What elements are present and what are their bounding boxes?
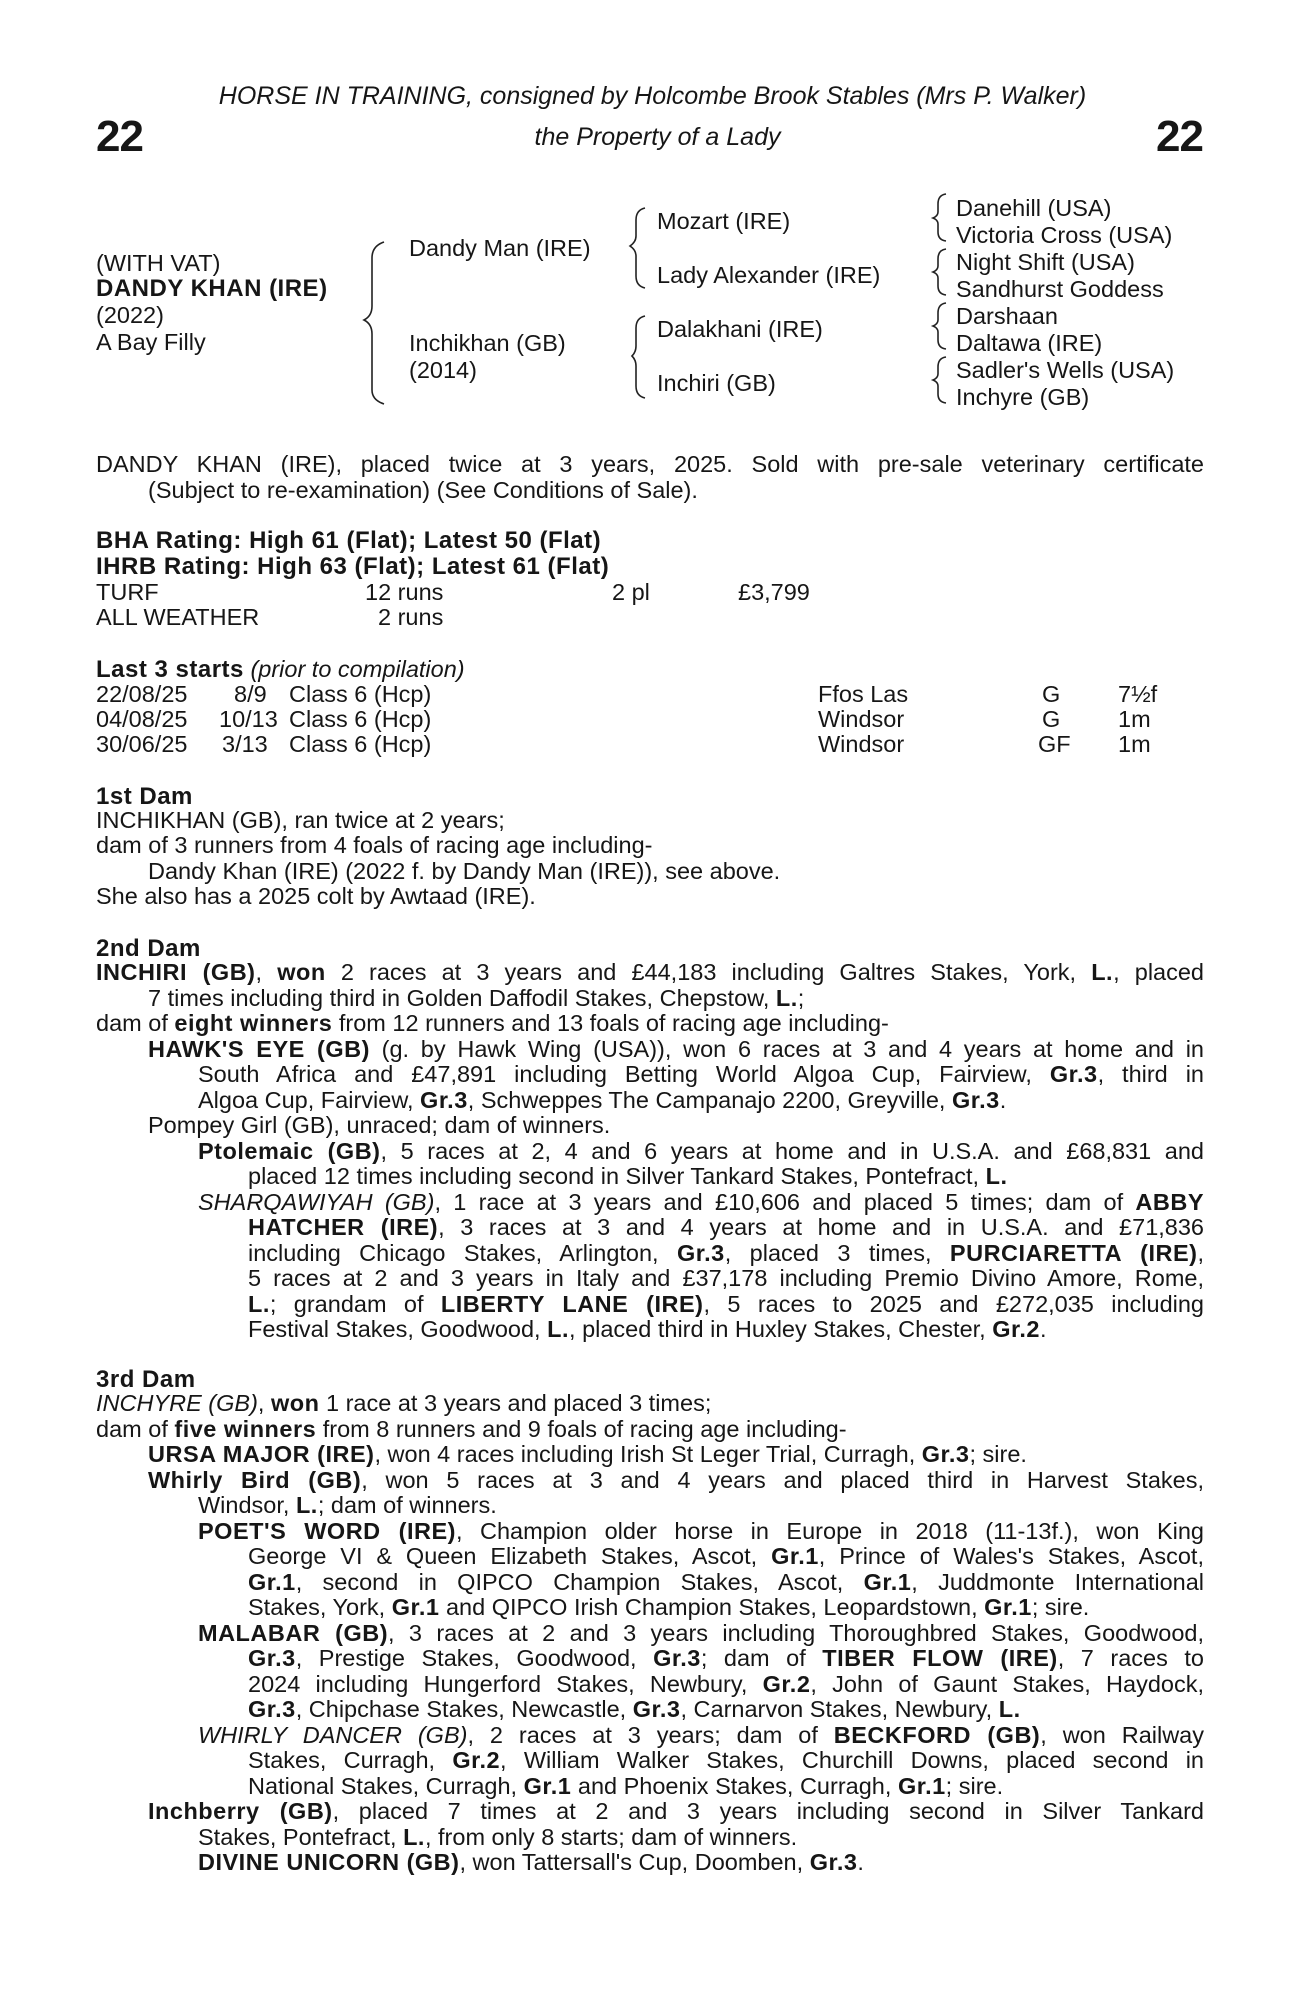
summary-line-2: (Subject to re-examination) (See Conditions of Sale).	[148, 476, 698, 503]
sd-line	[96, 1266, 1204, 1292]
td-line	[96, 1417, 1204, 1443]
start-class: Class 6 (Hcp)	[289, 731, 432, 757]
td-t: , 3 races at 2 and 3 years including Thoroughbred Stakes, Goodwood,	[388, 1619, 1204, 1646]
td-t: Gr.3	[248, 1645, 296, 1671]
td-line	[96, 1493, 1204, 1519]
sd-line	[96, 1011, 1204, 1037]
td-t: DIVINE UNICORN (GB)	[198, 1849, 460, 1875]
gen3-3: Night Shift (USA)	[956, 249, 1135, 275]
dam-dam: Inchiri (GB)	[657, 370, 776, 396]
start-pos: 10/13	[219, 706, 278, 732]
sd-line	[96, 1317, 1204, 1343]
sd-line	[96, 1088, 1204, 1114]
td-t: and Phoenix Stakes, Curragh,	[571, 1772, 898, 1799]
td-t: WHIRLY DANCER (GB)	[198, 1721, 468, 1748]
dam-brace	[632, 316, 645, 398]
td-t: , Champion older horse in Europe in 2018 (11-13f.), won King	[455, 1517, 1204, 1544]
sd-t: Gr.3	[951, 1086, 1000, 1113]
sd-t: 5 races at 2 and 3 years in Italy and £37,178 including Premio Divino Amore, Rome,	[248, 1265, 1204, 1291]
td-t: .	[857, 1849, 864, 1875]
bha-rating: BHA Rating: High 61 (Flat); Latest 50 (Flat)	[96, 527, 602, 554]
gen3-5: Darshaan	[956, 303, 1058, 329]
td-t: five winners	[174, 1415, 317, 1442]
sd-t: from 12 runners and 13 foals of racing age including-	[332, 1010, 889, 1036]
td-t: won	[270, 1390, 320, 1416]
sd-t: , Schweppes The Campanajo 2200, Greyville,	[467, 1086, 952, 1113]
first-dam-line-2: dam of 3 runners from 4 foals of racing age including-	[96, 832, 653, 858]
third-dam-title: 3rd Dam	[96, 1366, 196, 1393]
start-pos: 8/9	[234, 681, 267, 707]
last-starts-note: (prior to compilation)	[250, 656, 465, 682]
td-line	[96, 1825, 1204, 1851]
sd-t: L.	[547, 1316, 570, 1342]
sd-t: Pompey Girl (GB), unraced; dam of winners.	[148, 1112, 611, 1138]
sd-t: (g. by Hawk Wing (USA)), won 6 races at 3 and 4 years at home and in	[369, 1035, 1204, 1062]
td-line	[96, 1697, 1204, 1723]
sd-t: Gr.2	[992, 1316, 1040, 1342]
first-dam-line-4: She also has a 2025 colt by Awtaad (IRE).	[96, 883, 536, 909]
td-t: , 7 races to	[1057, 1645, 1204, 1671]
td-t: , Juddmonte International	[911, 1568, 1205, 1595]
td-t: Gr.2	[762, 1670, 811, 1697]
sd-t: Ptolemaic (GB)	[198, 1137, 381, 1164]
g-brace-3	[933, 303, 946, 349]
sd-t: HATCHER (IRE)	[248, 1214, 439, 1240]
td-t: , Carnarvon Stakes, Newbury,	[680, 1696, 999, 1722]
sd-line	[96, 960, 1204, 986]
td-t: Gr.3	[653, 1645, 701, 1671]
sd-t: ,	[255, 959, 278, 985]
sd-t: ; grandam of	[269, 1290, 441, 1317]
sd-t: South Africa and £47,891 including Betting World Algoa Cup, Fairview,	[198, 1061, 1050, 1087]
third-dam-text	[96, 1391, 1204, 1876]
dam-name: Inchikhan (GB)	[409, 330, 566, 356]
sd-t: won	[277, 959, 326, 985]
td-t: , Chipchase Stakes, Newcastle,	[295, 1696, 633, 1722]
td-line	[96, 1672, 1204, 1698]
sd-t: SHARQAWIYAH (GB)	[198, 1188, 435, 1215]
sd-t: ABBY	[1135, 1188, 1204, 1215]
td-t: Gr.1	[771, 1543, 819, 1569]
start-course: Windsor	[818, 706, 905, 732]
td-t: dam of	[96, 1415, 175, 1442]
sd-t: Festival Stakes, Goodwood,	[248, 1316, 548, 1342]
sd-t: L.	[775, 984, 798, 1011]
sire-brace	[630, 208, 645, 288]
first-dam-line-1: INCHIKHAN (GB), ran twice at 2 years;	[96, 807, 505, 833]
last-starts-title: Last 3 starts	[96, 656, 244, 683]
td-t: from 8 runners and 9 foals of racing age including-	[316, 1415, 847, 1442]
td-t: ; sire.	[969, 1441, 1027, 1467]
sd-t: L.	[1091, 959, 1114, 985]
sd-t: , placed third in Huxley Stakes, Chester,	[569, 1316, 993, 1342]
sd-line	[96, 1062, 1204, 1088]
td-t: Gr.3	[632, 1696, 681, 1722]
td-t: George VI & Queen Elizabeth Stakes, Ascot,	[248, 1543, 772, 1569]
td-t: POET'S WORD (IRE)	[198, 1517, 456, 1544]
gen3-8: Inchyre (GB)	[956, 384, 1090, 410]
sd-line	[96, 1292, 1204, 1318]
td-t: Gr.1	[984, 1594, 1032, 1620]
td-t: TIBER FLOW (IRE)	[822, 1645, 1058, 1671]
record-runs-turf: 12 runs	[365, 579, 444, 605]
td-t: Gr.3	[921, 1441, 970, 1467]
sd-t: including Chicago Stakes, Arlington,	[248, 1239, 677, 1266]
ihrb-rating: IHRB Rating: High 63 (Flat); Latest 61 (Flat)	[96, 553, 610, 580]
td-t: 2024 including Hungerford Stakes, Newbury,	[248, 1670, 763, 1697]
consignment-line: HORSE IN TRAINING, consigned by Holcombe Brook Stables (Mrs P. Walker)	[218, 82, 1087, 110]
sd-t: L.	[985, 1163, 1008, 1189]
sd-t: Gr.3	[420, 1086, 468, 1113]
g-brace-2	[933, 249, 946, 295]
td-t: , won 4 races including Irish St Leger Trial, Curragh,	[374, 1441, 922, 1467]
td-t: INCHYRE (GB)	[96, 1390, 258, 1416]
td-t: L.	[295, 1492, 318, 1518]
td-t: L.	[998, 1696, 1021, 1722]
sd-line	[96, 1113, 1204, 1139]
main-brace	[364, 242, 384, 404]
gen3-7: Sadler's Wells (USA)	[956, 357, 1175, 383]
sd-line	[96, 1139, 1204, 1165]
vat-note: (WITH VAT)	[96, 250, 221, 276]
sd-t: HAWK'S EYE (GB)	[148, 1035, 370, 1062]
td-t: , second in QIPCO Champion Stakes, Ascot,	[295, 1568, 864, 1595]
sd-line	[96, 1164, 1204, 1190]
td-t: Gr.2	[452, 1747, 501, 1773]
first-dam-title: 1st Dam	[96, 783, 193, 810]
start-date: 22/08/25	[96, 681, 188, 707]
sd-t: ;	[797, 984, 805, 1011]
td-line	[96, 1544, 1204, 1570]
td-t: Windsor,	[198, 1492, 296, 1518]
td-t: URSA MAJOR (IRE)	[148, 1441, 375, 1467]
sd-t: 2 races at 3 years and £44,183 including Galtres Stakes, York,	[325, 959, 1092, 985]
sd-t: .	[1039, 1316, 1047, 1342]
second-dam-title: 2nd Dam	[96, 935, 201, 962]
sd-t: LIBERTY LANE (IRE)	[440, 1290, 704, 1317]
start-going: G	[1042, 706, 1061, 732]
td-t: Gr.1	[863, 1568, 912, 1595]
td-line	[96, 1723, 1204, 1749]
first-dam-line-3: Dandy Khan (IRE) (2022 f. by Dandy Man (IRE)), see above.	[148, 858, 781, 884]
horse-year: (2022)	[96, 302, 164, 328]
sire-sire: Mozart (IRE)	[657, 208, 791, 234]
td-t: MALABAR (GB)	[198, 1619, 389, 1646]
dam-year: (2014)	[409, 357, 477, 383]
sd-t: INCHIRI (GB)	[96, 959, 256, 985]
lot-number-left: 22	[96, 112, 143, 161]
td-t: ; dam of winners.	[317, 1492, 497, 1518]
last-starts-heading	[96, 656, 465, 684]
sd-t: Gr.3	[677, 1239, 725, 1266]
td-line	[96, 1646, 1204, 1672]
record-surface-aw: ALL WEATHER	[96, 604, 260, 630]
sd-t: eight winners	[174, 1010, 333, 1036]
td-t: , William Walker Stakes, Churchill Downs, placed second in	[500, 1747, 1205, 1773]
td-t: Gr.3	[248, 1696, 296, 1722]
td-t: BECKFORD (GB)	[833, 1721, 1041, 1748]
td-t: ; sire.	[945, 1772, 1004, 1799]
td-t: , Prince of Wales's Stakes, Ascot,	[818, 1543, 1204, 1569]
sd-t: 7 times including third in Golden Daffodil Stakes, Chepstow,	[148, 984, 776, 1011]
sire-name: Dandy Man (IRE)	[409, 235, 591, 261]
td-line	[96, 1570, 1204, 1596]
start-pos: 3/13	[222, 731, 268, 757]
sd-t: Gr.3	[1049, 1061, 1098, 1087]
sd-t: ,	[1197, 1239, 1204, 1266]
td-line	[96, 1774, 1204, 1800]
record-surface-turf: TURF	[96, 579, 159, 605]
sd-line	[96, 986, 1204, 1012]
td-t: , from only 8 starts; dam of winners.	[424, 1823, 798, 1850]
horse-description: A Bay Filly	[96, 329, 206, 355]
sd-line	[96, 1037, 1204, 1063]
sd-t: dam of	[96, 1010, 175, 1036]
second-dam-text	[96, 960, 1204, 1343]
td-line	[96, 1799, 1204, 1825]
record-runs-aw: 2 runs	[378, 604, 444, 630]
td-t: Gr.1	[523, 1772, 572, 1799]
start-class: Class 6 (Hcp)	[289, 681, 432, 707]
td-t: , Prestige Stakes, Goodwood,	[295, 1645, 654, 1671]
sd-line	[96, 1241, 1204, 1267]
sd-t: , 5 races to 2025 and £272,035 including	[703, 1290, 1204, 1317]
start-course: Windsor	[818, 731, 905, 757]
sd-t: PURCIARETTA (IRE)	[949, 1239, 1198, 1266]
start-course: Ffos Las	[818, 681, 909, 707]
sd-t: , 5 races at 2, 4 and 6 years at home and in U.S.A. and £68,831 and	[380, 1137, 1204, 1164]
gen3-1: Danehill (USA)	[956, 195, 1112, 221]
sd-t: , 3 races at 3 and 4 years at home and in U.S.A. and £71,836	[438, 1214, 1204, 1240]
td-t: National Stakes, Curragh,	[248, 1772, 524, 1799]
horse-name: DANDY KHAN (IRE)	[96, 275, 328, 302]
sd-t: , placed 3 times,	[724, 1239, 950, 1266]
start-date: 30/06/25	[96, 731, 188, 757]
td-t: 1 race at 3 years and placed 3 times;	[319, 1390, 712, 1416]
lot-number-right: 22	[1156, 112, 1203, 161]
record-placed-turf: 2 pl	[612, 579, 650, 605]
sd-t: L.	[248, 1290, 270, 1317]
sire-dam: Lady Alexander (IRE)	[657, 262, 881, 288]
td-line	[96, 1621, 1204, 1647]
sd-t: , placed	[1113, 959, 1205, 985]
td-line	[96, 1595, 1204, 1621]
summary-line-1: DANDY KHAN (IRE), placed twice at 3 years, 2025. Sold with pre-sale veterinary certificate	[96, 451, 1204, 477]
start-going: GF	[1038, 731, 1071, 757]
td-t: ; sire.	[1031, 1594, 1090, 1620]
td-t: ; dam of	[700, 1645, 823, 1671]
start-dist: 7½f	[1118, 681, 1158, 707]
td-t: Gr.3	[809, 1849, 858, 1875]
td-t: , won 5 races at 3 and 4 years and placed third in Harvest Stakes,	[361, 1466, 1204, 1493]
td-t: Gr.1	[248, 1568, 296, 1595]
td-t: , won Tattersall's Cup, Doomben,	[459, 1849, 810, 1875]
property-line: the Property of a Lady	[534, 123, 781, 151]
summary	[96, 452, 1204, 503]
sd-t: Algoa Cup, Fairview,	[198, 1086, 421, 1113]
start-class: Class 6 (Hcp)	[289, 706, 432, 732]
td-line	[96, 1519, 1204, 1545]
sd-t: placed 12 times including second in Silver Tankard Stakes, Pontefract,	[248, 1163, 986, 1189]
start-date: 04/08/25	[96, 706, 188, 732]
td-line	[96, 1748, 1204, 1774]
td-t: Stakes, Curragh,	[248, 1747, 453, 1773]
td-t: Inchberry (GB)	[148, 1798, 333, 1824]
td-t: L.	[403, 1823, 425, 1850]
sd-t: , 1 race at 3 years and £10,606 and placed 5 times; dam of	[434, 1188, 1136, 1215]
gen3-4: Sandhurst Goddess	[956, 276, 1164, 302]
td-t: ,	[257, 1390, 271, 1416]
td-line	[96, 1468, 1204, 1494]
td-t: , John of Gaunt Stakes, Haydock,	[810, 1670, 1204, 1697]
gen3-2: Victoria Cross (USA)	[956, 222, 1173, 248]
gen3-6: Daltawa (IRE)	[956, 330, 1103, 356]
td-t: Gr.1	[391, 1594, 440, 1620]
record-earnings-turf: £3,799	[738, 579, 810, 605]
td-line	[96, 1442, 1204, 1468]
td-line	[96, 1391, 1204, 1417]
td-t: , placed 7 times at 2 and 3 years including second in Silver Tankard	[332, 1798, 1204, 1824]
g-brace-4	[933, 357, 946, 403]
td-line	[96, 1850, 1204, 1876]
td-t: Stakes, York,	[248, 1594, 392, 1620]
td-t: Stakes, Pontefract,	[198, 1823, 404, 1850]
start-dist: 1m	[1118, 706, 1151, 732]
start-going: G	[1042, 681, 1061, 707]
g-brace-1	[933, 194, 946, 241]
sd-line	[96, 1215, 1204, 1241]
td-t: , won Railway	[1040, 1721, 1204, 1748]
td-t: Gr.1	[897, 1772, 946, 1799]
td-t: , 2 races at 3 years; dam of	[467, 1721, 834, 1748]
sd-t: .	[999, 1086, 1007, 1113]
td-t: and QIPCO Irish Champion Stakes, Leopardstown,	[439, 1594, 985, 1620]
sd-t: , third in	[1097, 1061, 1204, 1087]
sd-line	[96, 1190, 1204, 1216]
td-t: Whirly Bird (GB)	[148, 1466, 362, 1493]
start-dist: 1m	[1118, 731, 1151, 757]
dam-sire: Dalakhani (IRE)	[657, 316, 823, 342]
